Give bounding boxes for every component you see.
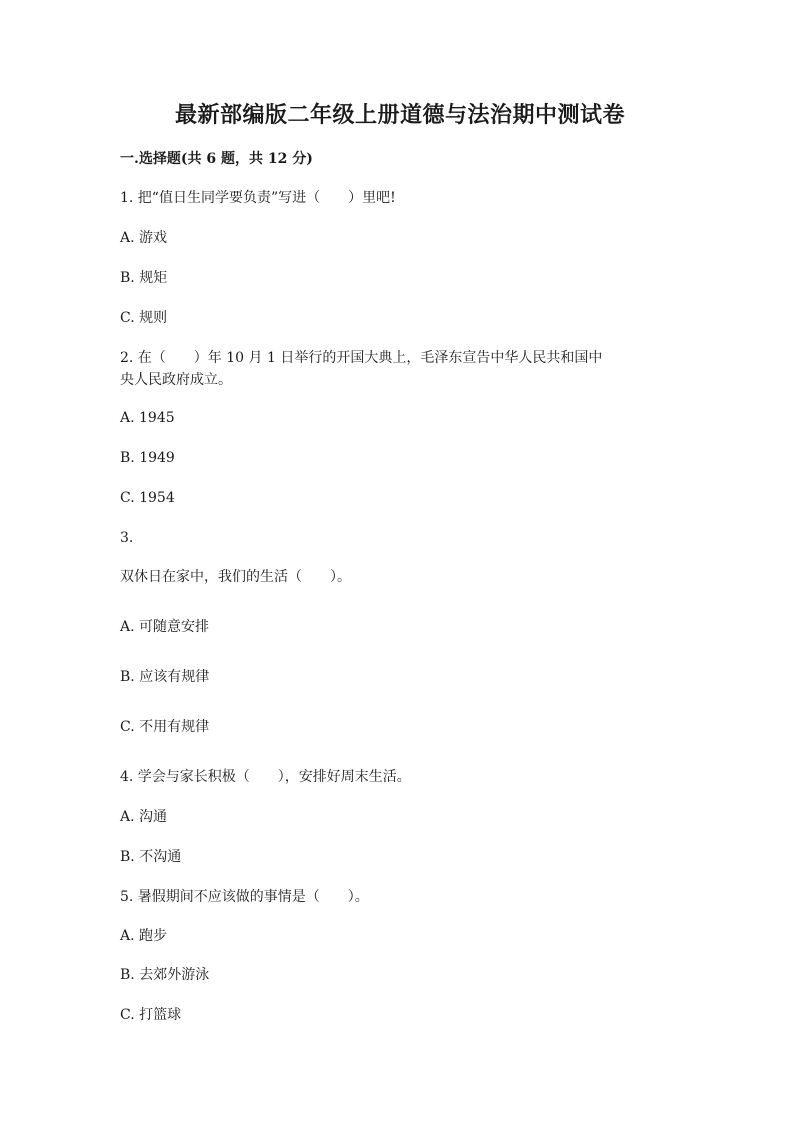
- question-1-stem: 1. 把“值日生同学要负责”写进（ ）里吧!: [120, 190, 396, 206]
- question-2-stem-line-1: 2. 在（ ）年 10 月 1 日举行的开国大典上，毛泽东宣告中华人民共和国中: [120, 350, 603, 366]
- question-1-option-c: C. 规则: [120, 310, 168, 326]
- question-3-option-b: B. 应该有规律: [120, 669, 210, 685]
- question-5-stem: 5. 暑假期间不应该做的事情是（ ）。: [120, 889, 369, 905]
- question-1-option-b: B. 规矩: [120, 270, 168, 286]
- question-4-option-b: B. 不沟通: [120, 849, 182, 865]
- question-3-number: 3.: [120, 530, 134, 546]
- question-4-option-a: A. 沟通: [120, 809, 168, 825]
- question-3-stem: 双休日在家中，我们的生活（ ）。: [120, 569, 351, 585]
- question-3-option-c: C. 不用有规律: [120, 719, 210, 735]
- question-1-option-a: A. 游戏: [120, 230, 168, 246]
- section-heading: 一.选择题(共 6 题，共 12 分): [120, 151, 313, 167]
- question-4-stem: 4. 学会与家长积极（ ），安排好周末生活。: [120, 769, 411, 785]
- question-5-option-b: B. 去郊外游泳: [120, 967, 210, 983]
- question-5-option-c: C. 打篮球: [120, 1007, 182, 1023]
- page-title: 最新部编版二年级上册道德与法治期中测试卷: [174, 102, 625, 128]
- question-2-option-a: A. 1945: [120, 410, 175, 426]
- question-3-option-a: A. 可随意安排: [120, 619, 210, 635]
- question-2-stem-line-2: 央人民政府成立。: [120, 372, 232, 388]
- question-2-option-c: C. 1954: [120, 490, 175, 506]
- question-5-option-a: A. 跑步: [120, 928, 168, 944]
- question-2-option-b: B. 1949: [120, 450, 175, 466]
